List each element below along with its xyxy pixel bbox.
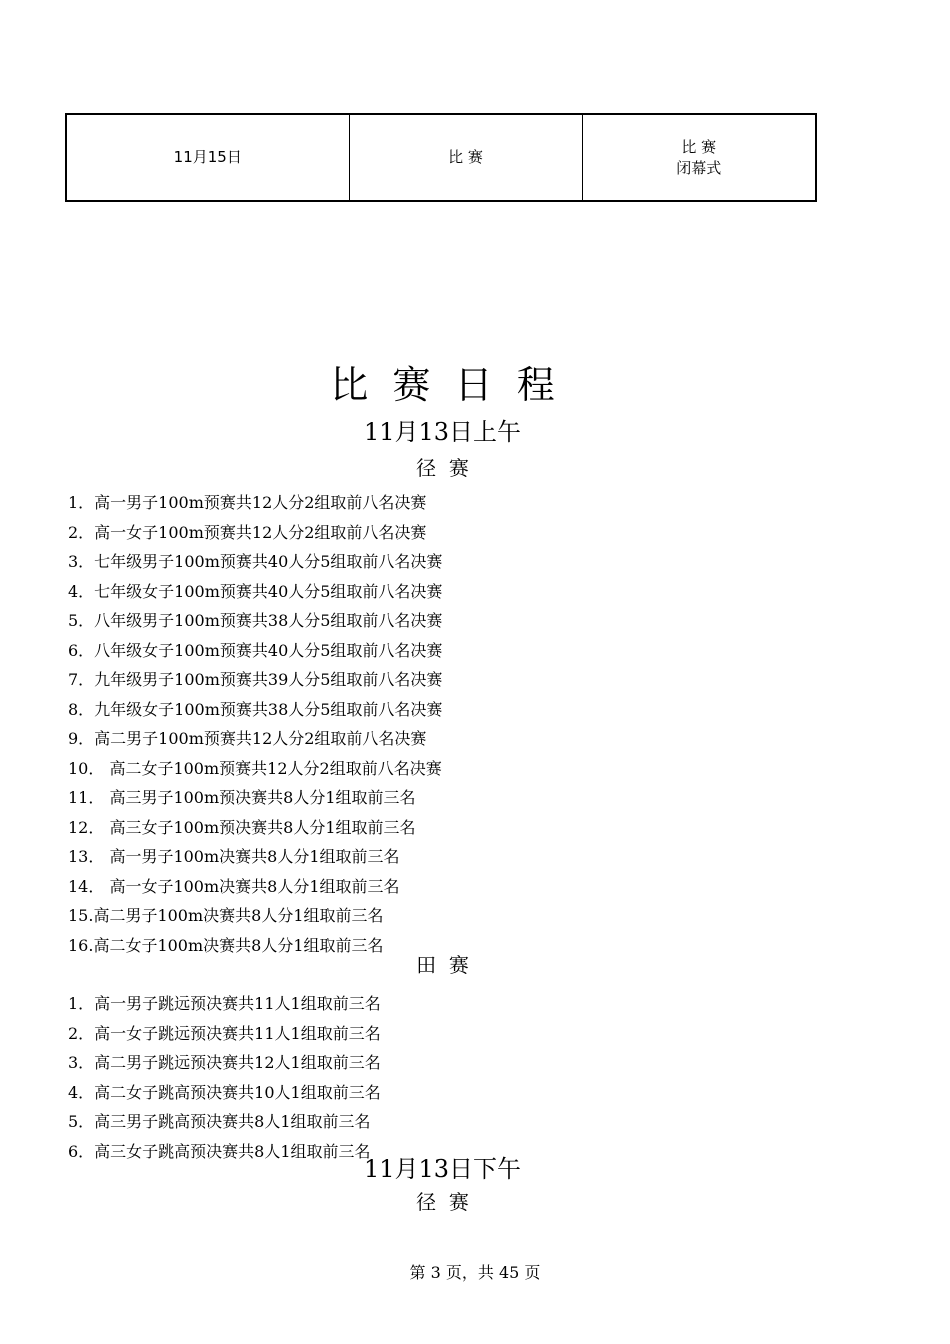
list-item: 14． 高一女子100m决赛共8人分1组取前三名 (68, 876, 400, 896)
list-item: 7．九年级男子100m预赛共39人分5组取前八名决赛 (68, 670, 443, 689)
table-cell-activity (582, 114, 816, 201)
track-heading-afternoon: 径 赛 (416, 1190, 469, 1214)
session-heading-morning: 11月13日上午 (363, 418, 522, 446)
list-item: 15.高二男子100m决赛共8人分1组取前三名 (68, 906, 384, 925)
list-item: 11． 高三男子100m预决赛共8人分1组取前三名 (68, 788, 416, 807)
list-item: 6．高三女子跳高预决赛共8人1组取前三名 (68, 1141, 371, 1161)
page-title: 比 赛 日 程 (330, 363, 555, 407)
list-item: 3．高二男子跳远预决赛共12人1组取前三名 (68, 1053, 381, 1072)
list-item: 6．八年级女子100m预赛共40人分5组取前八名决赛 (68, 640, 443, 660)
activity-line-1: 比 赛 (681, 137, 717, 156)
list-item: 5．八年级男子100m预赛共38人分5组取前八名决赛 (68, 611, 443, 630)
list-item: 2．高一女子100m预赛共12人分2组取前八名决赛 (68, 522, 427, 542)
list-item: 16.高二女子100m决赛共8人分1组取前三名 (68, 935, 384, 955)
table-row (66, 114, 816, 201)
table-cell-event: 比 赛 (349, 114, 582, 201)
schedule-table (65, 113, 817, 202)
track-heading-morning: 径 赛 (416, 456, 469, 480)
table-cell-date: 11月15日 (66, 114, 349, 201)
field-heading-morning: 田 赛 (416, 953, 469, 977)
activity-line-2: 闭幕式 (676, 158, 722, 177)
list-item: 9．高二男子100m预赛共12人分2组取前八名决赛 (68, 729, 427, 748)
list-item: 12． 高三女子100m预决赛共8人分1组取前三名 (68, 817, 416, 837)
list-item: 5．高三男子跳高预决赛共8人1组取前三名 (68, 1112, 371, 1131)
session-heading-afternoon: 11月13日下午 (363, 1155, 522, 1183)
page-footer: 第 3 页，共 45 页 (409, 1263, 541, 1282)
list-item: 2．高一女子跳远预决赛共11人1组取前三名 (68, 1023, 381, 1043)
list-item: 4．七年级女子100m预赛共40人分5组取前八名决赛 (68, 581, 443, 601)
list-item: 1．高一男子跳远预决赛共11人1组取前三名 (68, 994, 381, 1013)
list-item: 4．高二女子跳高预决赛共10人1组取前三名 (68, 1082, 381, 1102)
list-item: 1．高一男子100m预赛共12人分2组取前八名决赛 (68, 493, 427, 512)
list-item: 10． 高二女子100m预赛共12人分2组取前八名决赛 (68, 758, 442, 778)
list-item: 3．七年级男子100m预赛共40人分5组取前八名决赛 (68, 552, 443, 571)
list-item: 13． 高一男子100m决赛共8人分1组取前三名 (68, 847, 400, 866)
list-item: 8．九年级女子100m预赛共38人分5组取前八名决赛 (68, 699, 443, 719)
